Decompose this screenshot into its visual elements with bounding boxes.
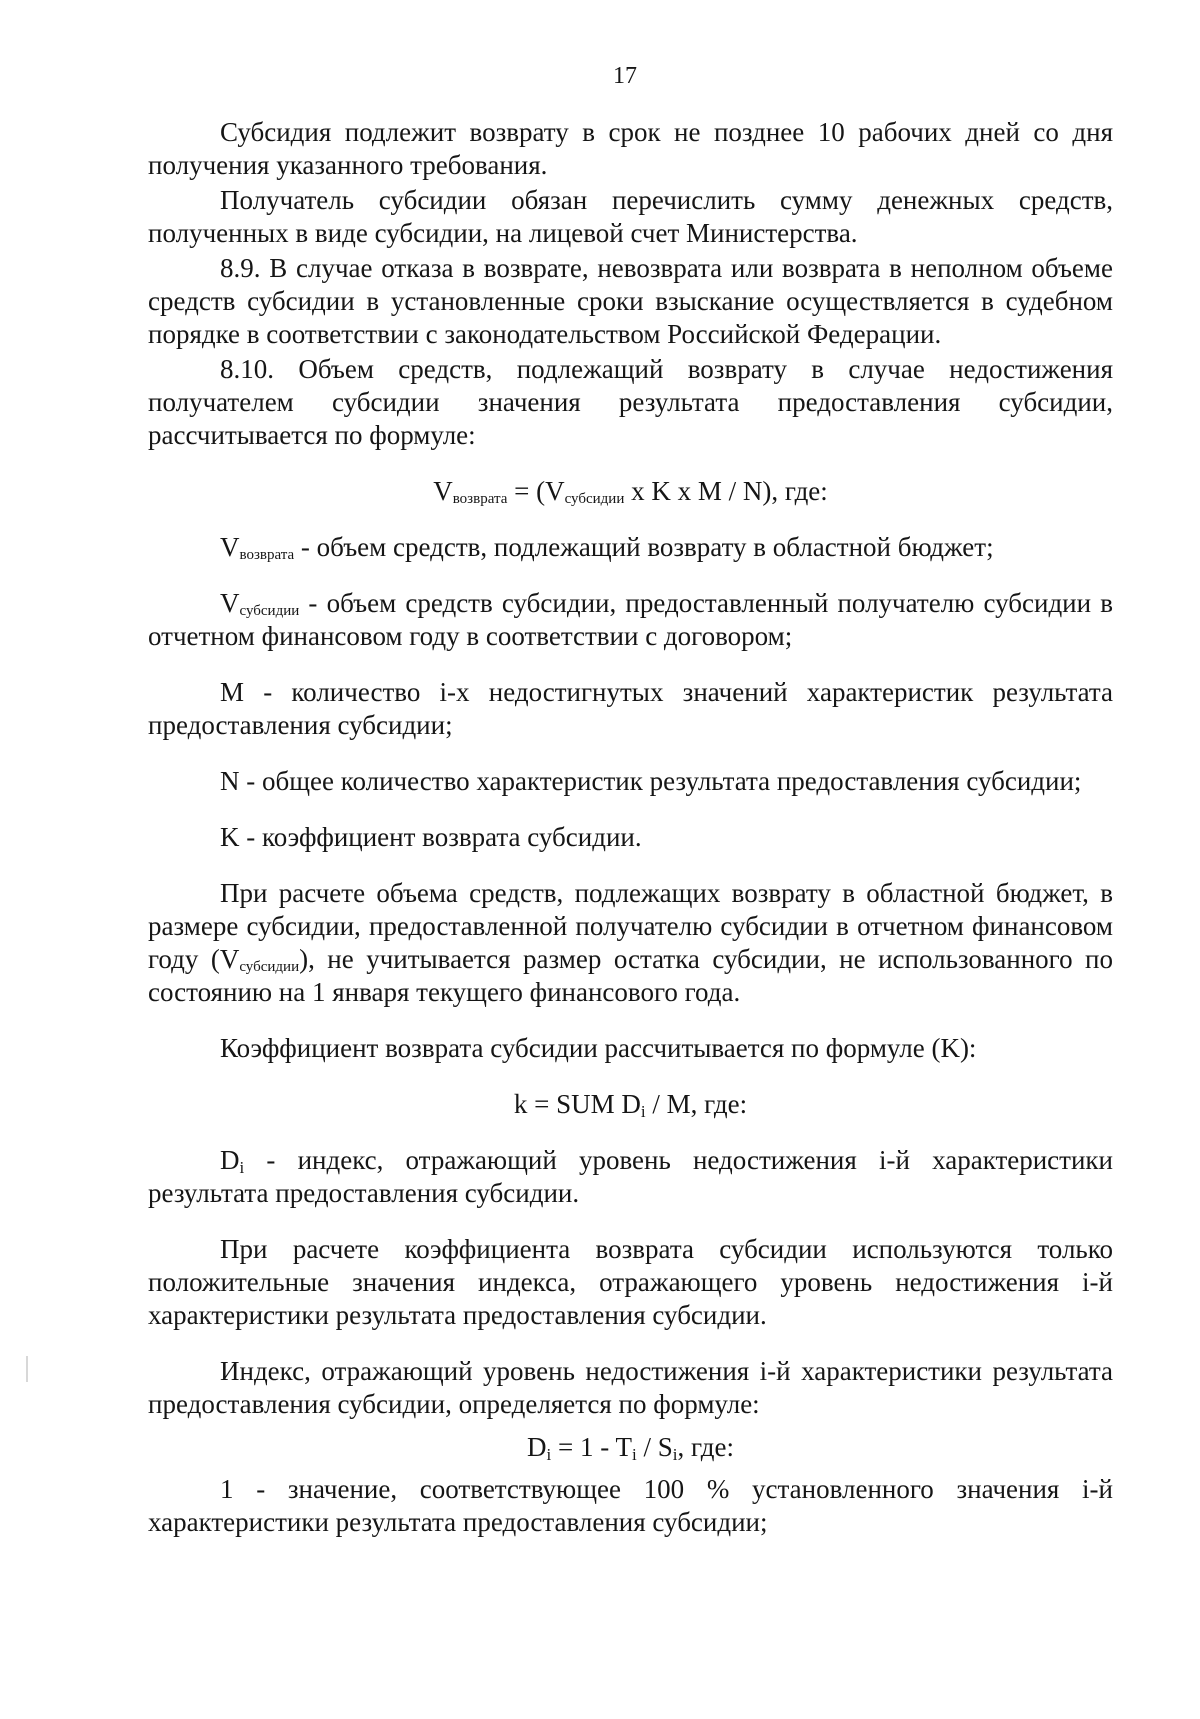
paragraph-calculation-note: При расчете объема средств, подлежащих возврату в областной бюджет, в размере субсидии, предоставленной получателю субсидии в отчетном финансовом году $(V_{субсидии})$, не учитывается размер остатка субсидии, не использованного по состоянию на 1 января текущего финансового года.: [148, 878, 1113, 1007]
paragraph-index-intro: Индекс, отражающий уровень недостижения i-й характеристики результата предоставления субсидии, определяется по формуле:: [148, 1356, 1113, 1419]
formula-coefficient: k = SUM $D_i$ / M, где:: [513, 1089, 748, 1121]
definition-v-return: $V_{возврата}$ - объем средств, подлежащий возврату в областной бюджет;: [220, 532, 994, 563]
definition-one: 1 - значение, соответствующее 100 % установленного значения i-й характеристики результата предоставления субсидии;: [148, 1474, 1113, 1537]
definition-d: $D_i$ - индекс, отражающий уровень недостижения i-й характеристики результата предоставления субсидии.: [148, 1145, 1113, 1208]
definition-k: K - коэффициент возврата субсидии.: [220, 822, 642, 852]
page-number: 17: [613, 63, 637, 89]
definition-v-subsidy: $V_{субсидии}$ - объем средств субсидии, предоставленный получателю субсидии в отчетном финансовом году в соответствии с договором;: [148, 588, 1113, 651]
paragraph-8-10: 8.10. Объем средств, подлежащий возврату в случае недостижения получателем субсидии значения результата предоставления субсидии, рассчитывается по формуле:: [148, 354, 1113, 450]
paragraph-coefficient-intro: Коэффициент возврата субсидии рассчитывается по формуле (K):: [220, 1033, 977, 1063]
formula-index: $D_i = 1 - T_i / S_i$, где:: [527, 1432, 734, 1464]
paragraph-8-9: 8.9. В случае отказа в возврате, невозврата или возврата в неполном объеме средств субсидии в установленные сроки взыскание осуществляется в судебном порядке в соответствии с законодательством Российской Федерации.: [148, 253, 1113, 349]
scan-artifact: [26, 1356, 28, 1382]
definition-n: N - общее количество характеристик результата предоставления субсидии;: [220, 766, 1082, 796]
document-body: [148, 116, 1113, 1541]
formula-return-volume: $V_{возврата} = (V_{субсидии}$ x K x M / N), где:: [433, 476, 828, 507]
paragraph-positive-values: При расчете коэффициента возврата субсидии используются только положительные значения индекса, отражающего уровень недостижения i-й характеристики результата предоставления субсидии.: [148, 1234, 1113, 1330]
definition-m: М - количество i-х недостигнутых значений характеристик результата предоставления субсидии;: [148, 677, 1113, 740]
paragraph-refund-deadline: Субсидия подлежит возврату в срок не позднее 10 рабочих дней со дня получения указанного требования.: [148, 117, 1113, 180]
paragraph-transfer-obligation: Получатель субсидии обязан перечислить сумму денежных средств, полученных в виде субсидии, на лицевой счет Министерства.: [148, 185, 1113, 248]
